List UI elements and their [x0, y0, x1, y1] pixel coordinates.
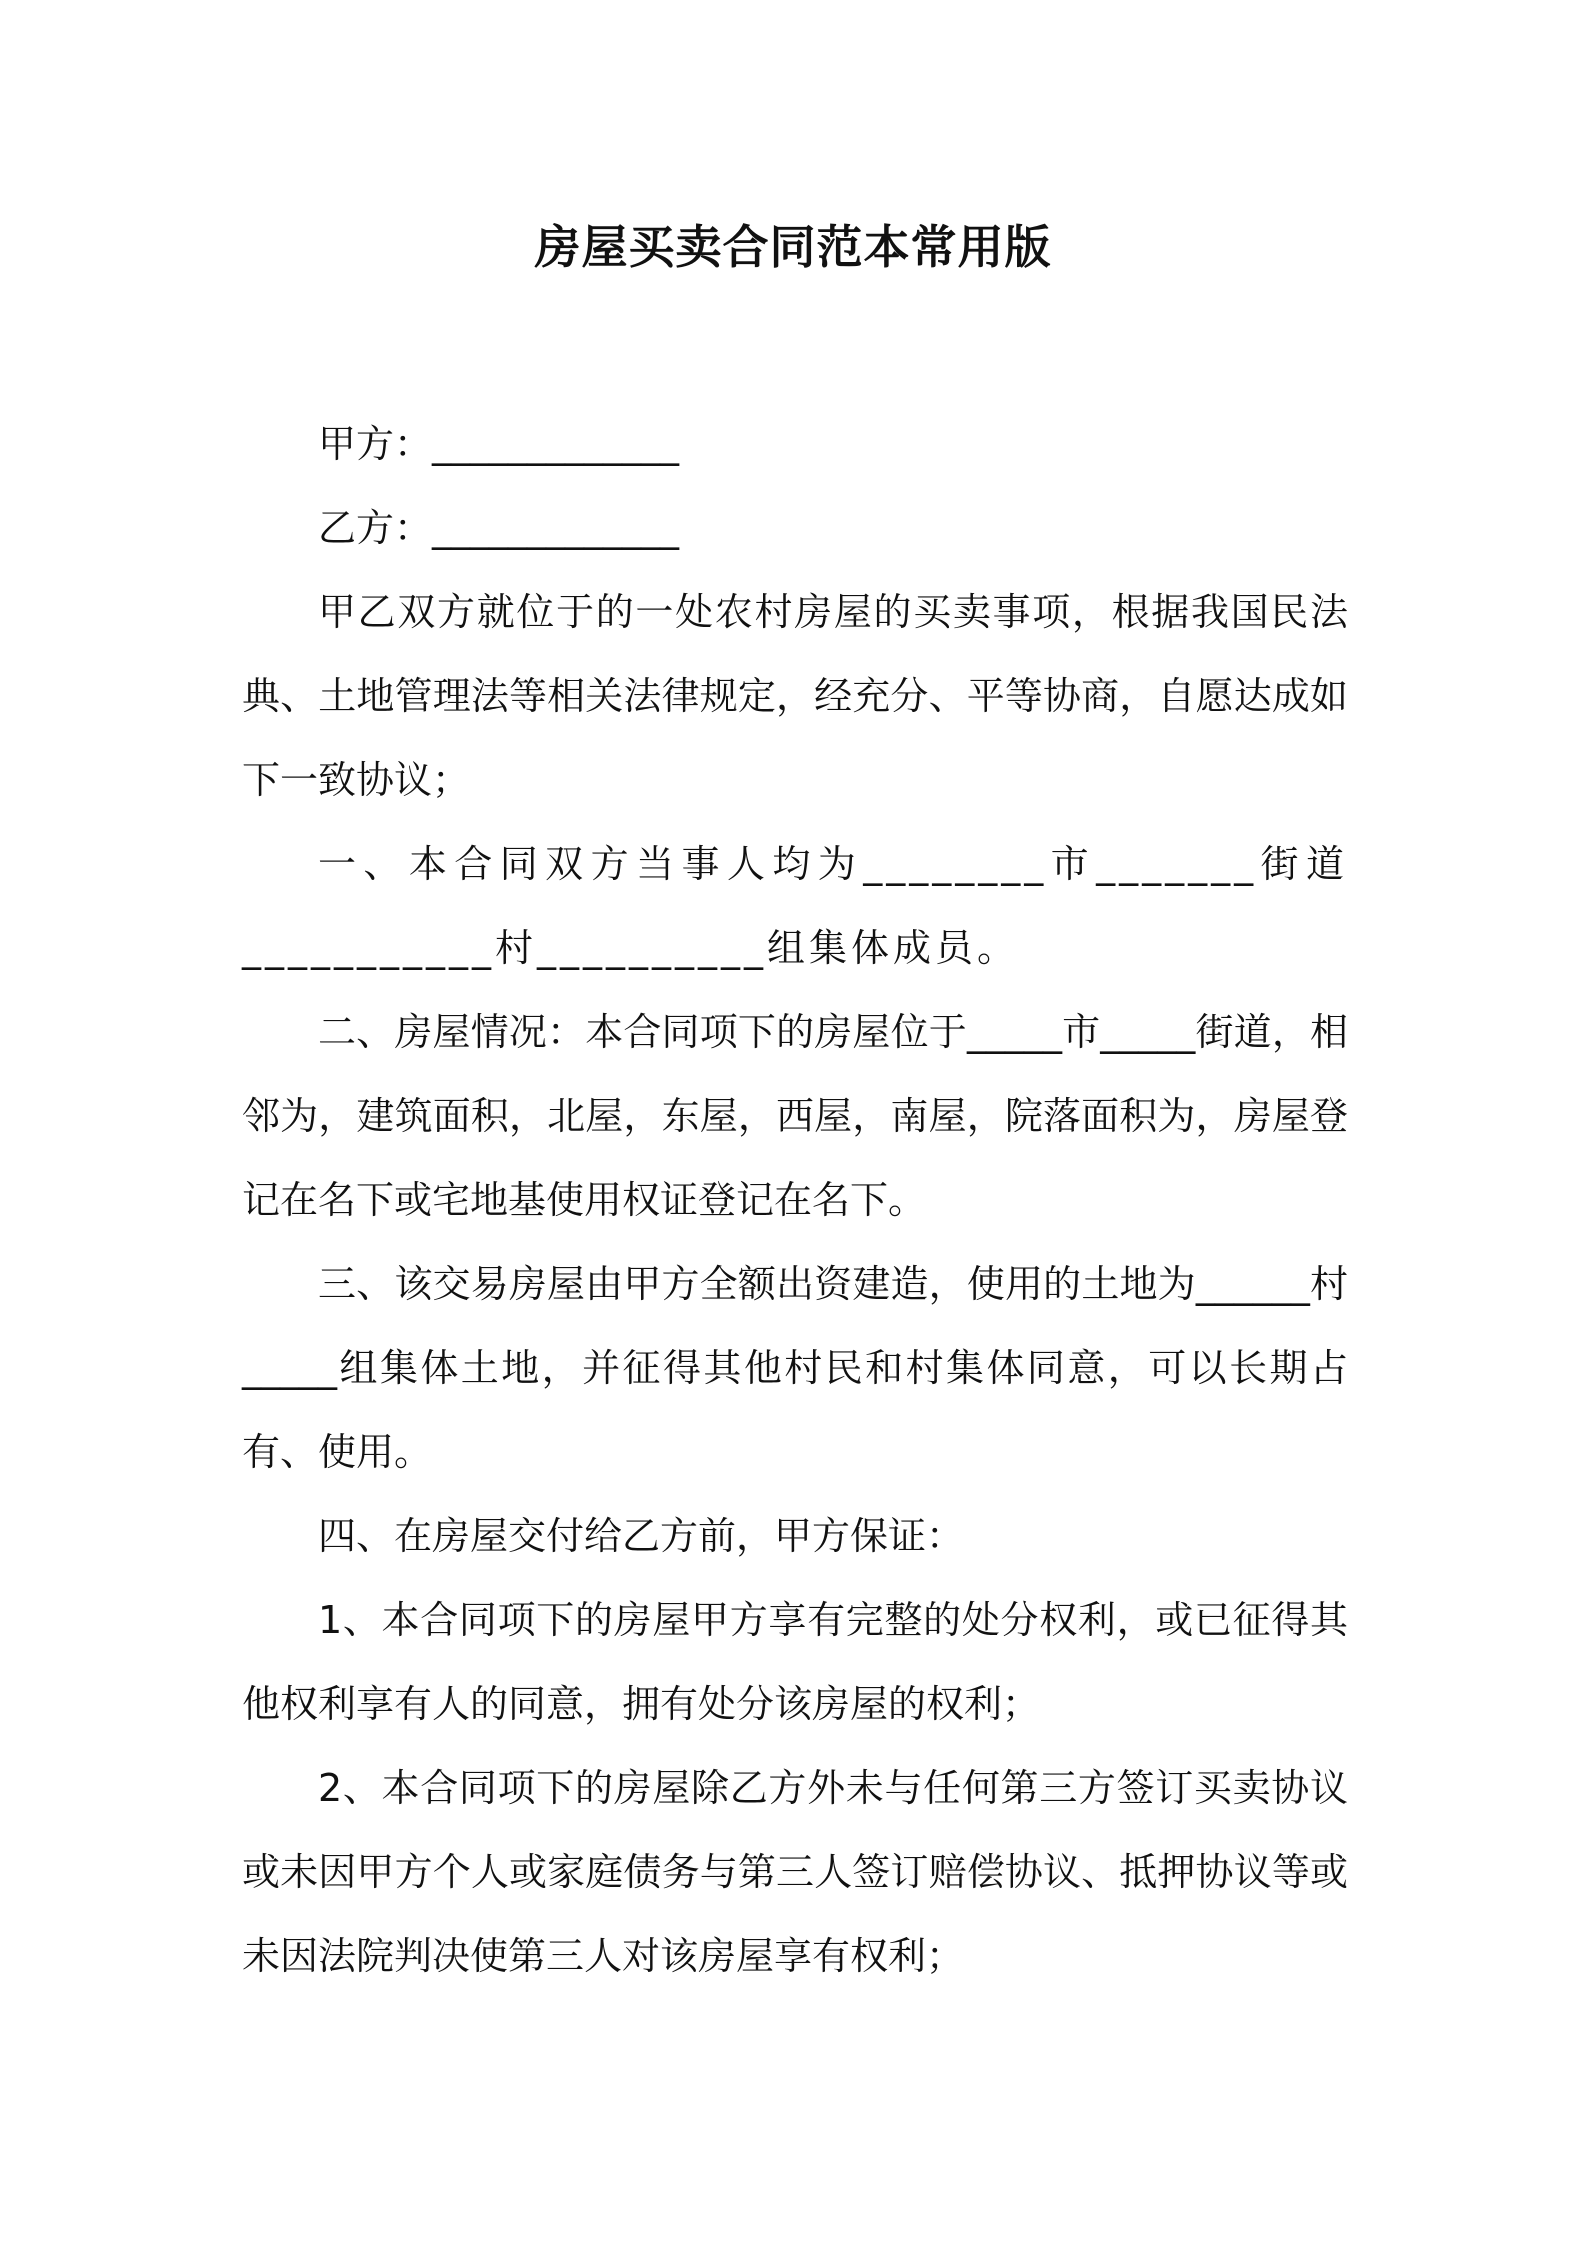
clause-1-paragraph: 一、本合同双方当事人均为________市_______街道___________村__________组集体成员。: [242, 842, 1348, 970]
clause-4-paragraph: 四、在房屋交付给乙方前，甲方保证：: [318, 1514, 965, 1558]
party-b-line: 乙方：_____________: [318, 506, 680, 550]
clause-4-item-1-paragraph: 1、本合同项下的房屋甲方享有完整的处分权利，或已征得其他权利享有人的同意，拥有处分该房屋的权利；: [242, 1598, 1348, 1726]
document-title: 房屋买卖合同范本常用版: [534, 220, 1052, 274]
clause-2-paragraph: 二、房屋情况：本合同项下的房屋位于_____市_____街道，相邻为，建筑面积，北屋，东屋，西屋，南屋，院落面积为，房屋登记在名下或宅地基使用权证登记在名下。: [242, 1010, 1348, 1222]
clause-4-item-2-paragraph: 2、本合同项下的房屋除乙方外未与任何第三方签订买卖协议或未因甲方个人或家庭债务与第三人签订赔偿协议、抵押协议等或未因法院判决使第三人对该房屋享有权利；: [242, 1766, 1348, 1978]
clause-3-paragraph: 三、该交易房屋由甲方全额出资建造，使用的土地为______村_____组集体土地，并征得其他村民和村集体同意，可以长期占有、使用。: [242, 1262, 1348, 1474]
document-body: [242, 402, 1348, 1998]
party-a-line: 甲方：_____________: [318, 422, 680, 466]
preamble-paragraph: 甲乙双方就位于的一处农村房屋的买卖事项，根据我国民法典、土地管理法等相关法律规定，经充分、平等协商，自愿达成如下一致协议；: [242, 590, 1348, 802]
